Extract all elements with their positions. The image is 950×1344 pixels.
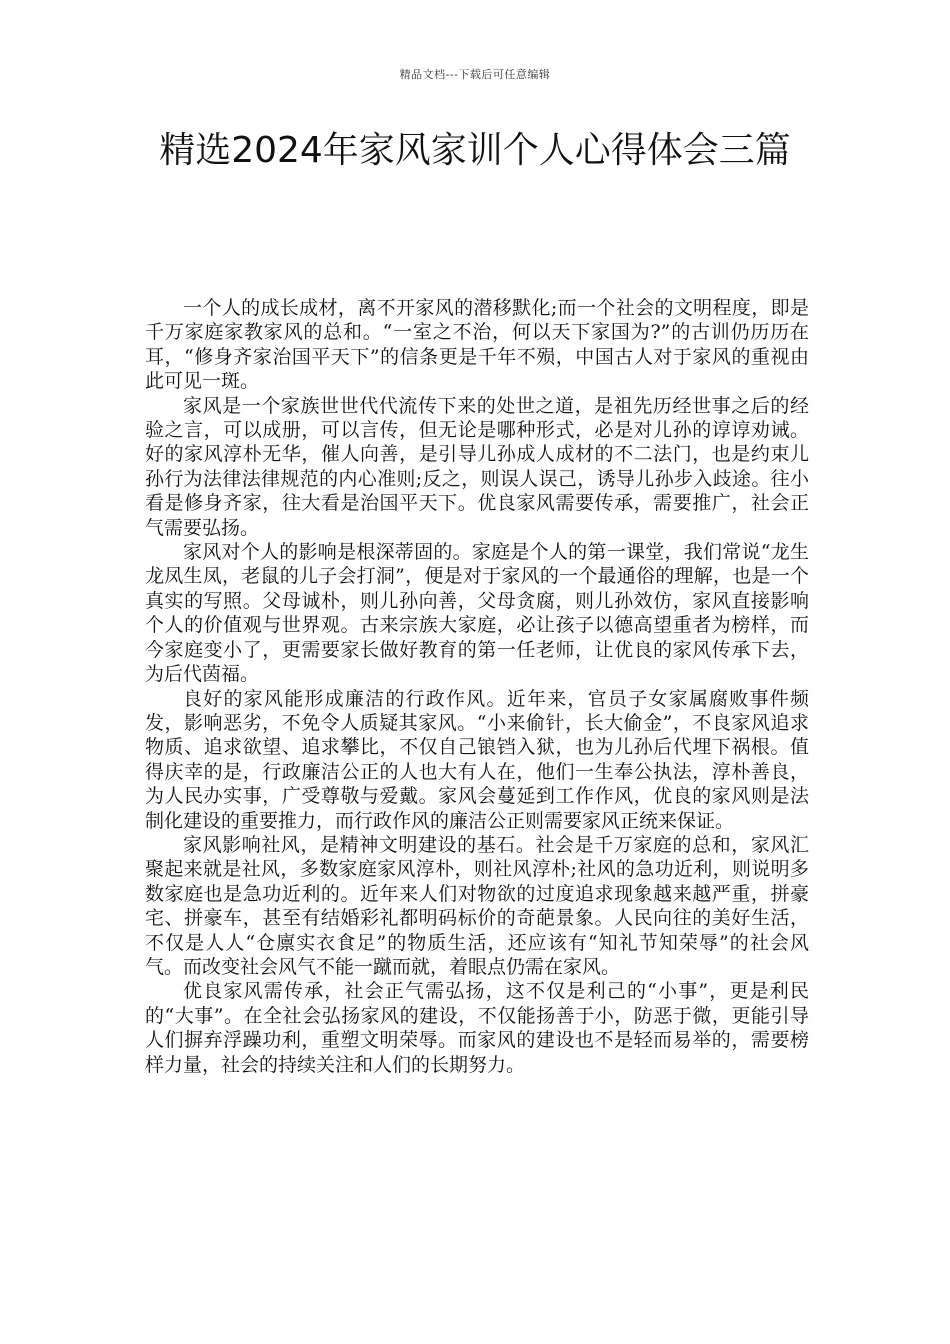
paragraph: 家风是一个家族世世代代流传下来的处世之道，是祖先历经世事之后的经验之言，可以成册，可以言传，但无论是哪种形式，必是对儿孙的谆谆劝诫。好的家风淳朴无华，催人向善，是引导儿孙成人成材的不二法门，也是约束儿孙行为法律法律规范的内心准则;反之，则误人误己，诱导儿孙步入歧途。往小看是修身齐家，往大看是治国平天下。优良家风需要传承，需要推广，社会正气需要弘扬。 [145,394,809,539]
paragraph: 良好的家风能形成廉洁的行政作风。近年来，官员子女家属腐败事件频发，影响恶劣，不免令人质疑其家风。“小来偷针，长大偷金”，不良家风追求物质、追求欲望、追求攀比，不仅自己锒铛入狱，也为儿孙后代埋下祸根。值得庆幸的是，行政廉洁公正的人也大有人在，他们一生奉公执法，淳朴善良，为人民办实事，广受尊敬与爱戴。家风会蔓延到工作作风，优良的家风则是法制化建设的重要推力，而行政作风的廉洁公正则需要家风正统来保证。 [145,687,809,832]
header-note: 精品文档---下载后可任意编辑 [399,68,551,81]
paragraph: 一个人的成长成材，离不开家风的潜移默化;而一个社会的文明程度，即是千万家庭家教家风的总和。“一室之不治，何以天下家国为?”的古训仍历历在耳，“修身齐家治国平天下”的信条更是千年不殒，中国古人对于家风的重视由此可见一斑。 [145,297,809,393]
paragraph: 家风对个人的影响是根深蒂固的。家庭是个人的第一课堂，我们常说“龙生龙凤生凤，老鼠的儿子会打洞”，便是对于家风的一个最通俗的理解，也是一个真实的写照。父母诚朴，则儿孙向善，父母贪腐，则儿孙效仿，家风直接影响个人的价值观与世界观。古来宗族大家庭，必让孩子以德高望重者为榜样，而今家庭变小了，更需要家长做好教育的第一任老师，让优良的家风传承下去，为后代茵福。 [145,541,809,686]
paragraph: 家风影响社风，是精神文明建设的基石。社会是千万家庭的总和，家风汇聚起来就是社风，多数家庭家风淳朴，则社风淳朴;社风的急功近利，则说明多数家庭也是急功近利的。近年来人们对物欲的过度追求现象越来越严重，拼豪宅、拼豪车，甚至有结婚彩礼都明码标价的奇葩景象。人民向往的美好生活，不仅是人人“仓廪实衣食足”的物质生活，还应该有“知礼节知荣辱”的社会风气。而改变社会风气不能一蹴而就，着眼点仍需在家风。 [145,833,809,978]
document-body [145,296,809,1077]
paragraph: 优良家风需传承，社会正气需弘扬，这不仅是利己的“小事”，更是利民的“大事”。在全社会弘扬家风的建设，不仅能扬善于小，防恶于微，更能引导人们摒弃浮躁功利，重塑文明荣辱。而家风的建设也不是轻而易举的，需要榜样力量，社会的持续关注和人们的长期努力。 [145,980,809,1076]
document-title: 精选2024年家风家训个人心得体会三篇 [159,130,791,171]
